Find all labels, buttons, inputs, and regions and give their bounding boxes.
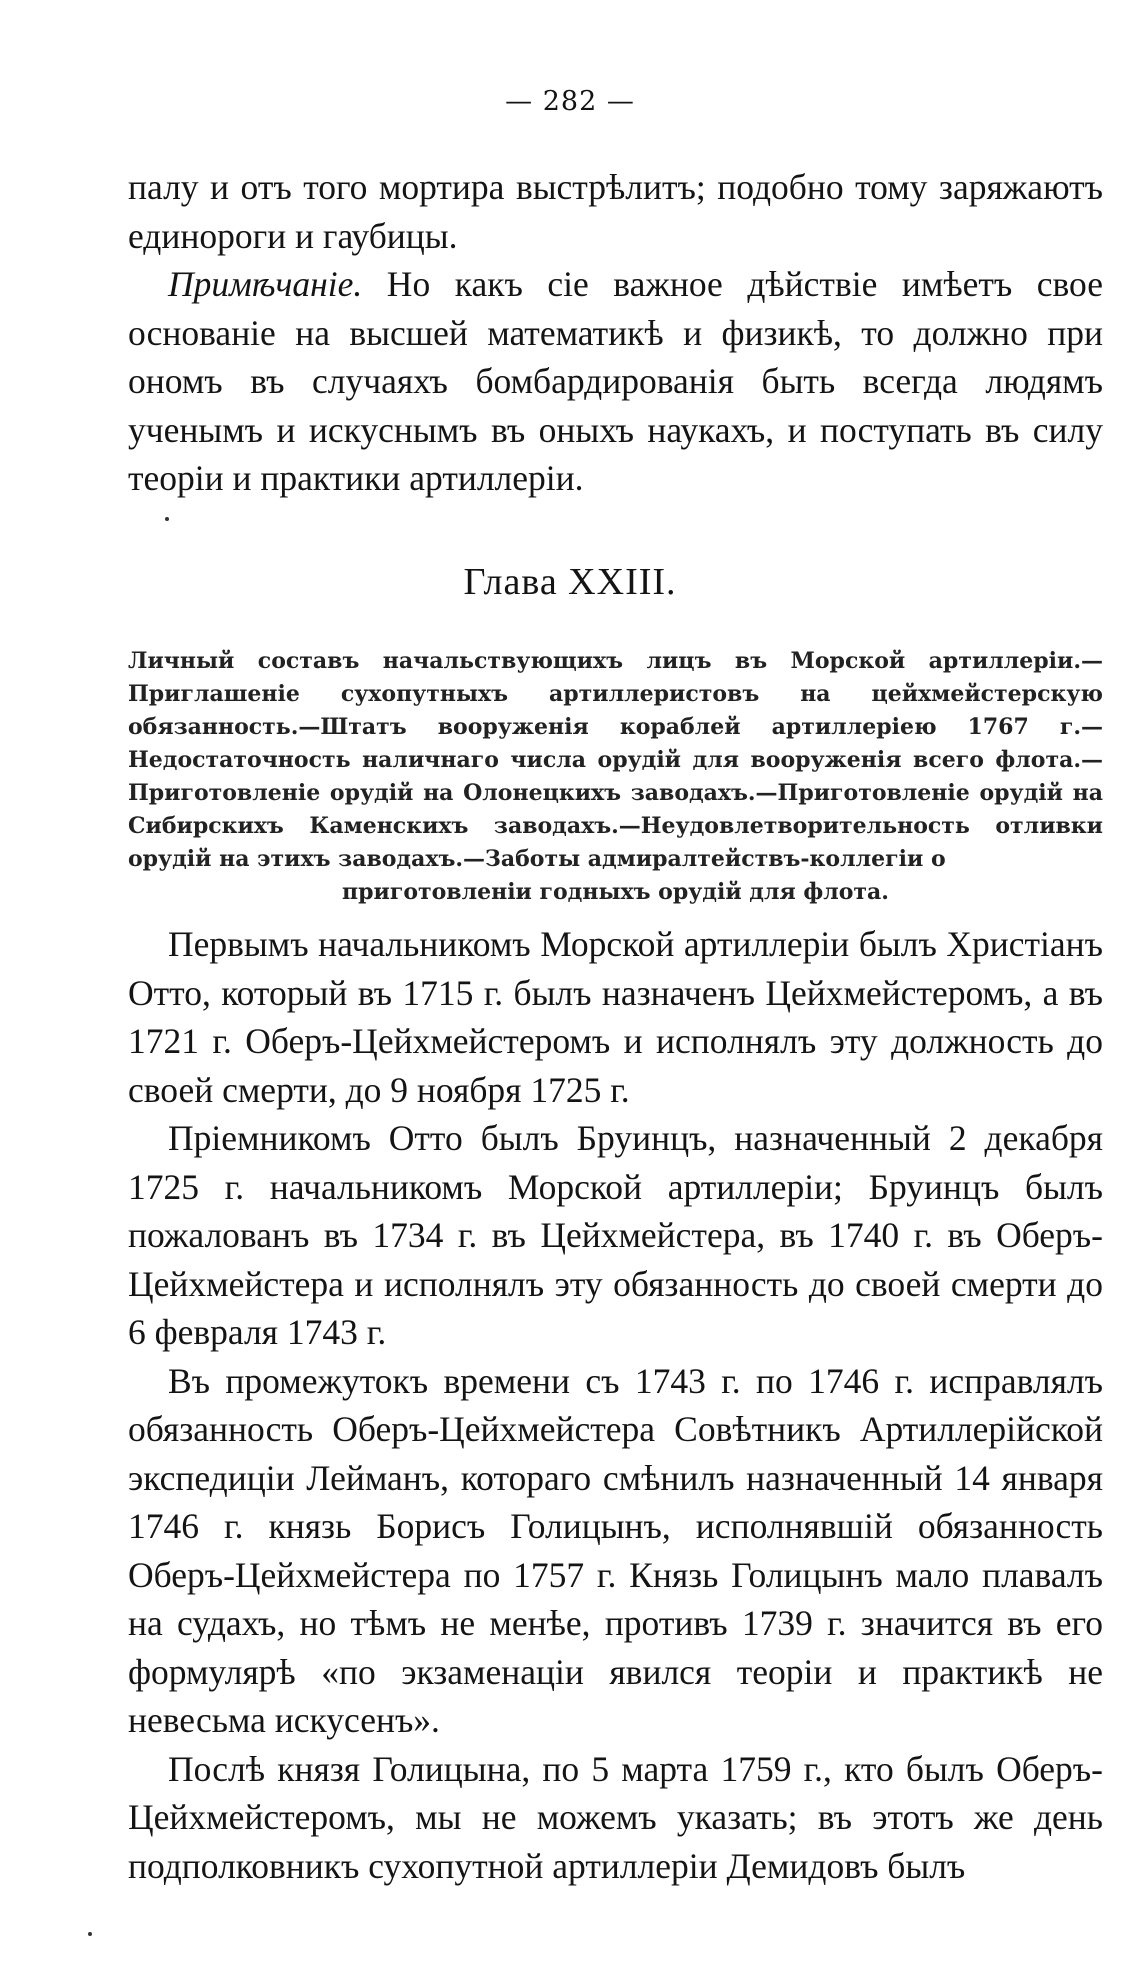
chapter-summary-last-line: приготовленіи годныхъ орудій для флота. [342, 879, 889, 905]
note-text: Но какъ сіе важное дѣйствіе имѣетъ свое основаніе на высшей математикѣ и физикѣ, то должно при ономъ въ случаяхъ бомбардированія быть всегда людямъ ученымъ и искуснымъ въ оныхъ наукахъ, и поступать въ силу теоріи и практики артиллеріи. [128, 264, 1103, 498]
chapter-summary [128, 645, 1103, 909]
page-number: — 282 — [505, 86, 635, 117]
ink-speck [165, 517, 169, 521]
top-text-block [128, 163, 1103, 503]
main-paragraph-1: Первымъ начальникомъ Морской артиллеріи былъ Христіанъ Отто, который въ 1715 г. былъ назначенъ Цейхмейстеромъ, а въ 1721 г. Оберъ-Цейхмейстеромъ и исполнялъ эту должность до своей смерти, до 9 ноября 1725 г. [128, 924, 1103, 1110]
note-label: Примѣчаніе. [168, 264, 363, 304]
main-paragraph-2: Пріемникомъ Отто былъ Бруинцъ, назначенный 2 декабря 1725 г. начальникомъ Морской артиллеріи; Бруинцъ былъ пожалованъ въ 1734 г. въ Цейхмейстера, въ 1740 г. въ Оберъ-Цейхмейстера и исполнялъ эту обязанность до своей смерти до 6 февраля 1743 г. [128, 1118, 1103, 1352]
main-paragraph-3: Въ промежутокъ времени съ 1743 г. по 1746 г. исправлялъ обязанность Оберъ-Цейхмейстера Совѣтникъ Артиллерійской экспедиціи Лейманъ, котораго смѣнилъ назначенный 14 января 1746 г. князь Борисъ Голицынъ, исполнявшій обязанность Оберъ-Цейхмейстера по 1757 г. Князь Голицынъ мало плавалъ на судахъ, но тѣмъ не менѣе, противъ 1739 г. значится въ его формулярѣ «по экзаменаціи явился теоріи и практикѣ не невесьма искусенъ». [128, 1360, 1103, 1740]
paragraph-continuation: палу и отъ того мортира выстрѣлитъ; подобно тому заряжаютъ единороги и гаубицы. [128, 167, 1103, 256]
main-paragraph-4: Послѣ князя Голицына, по 5 марта 1759 г., кто былъ Оберъ-Цейхмейстеромъ, мы не можемъ указать; въ этотъ же день подполковникъ сухопутной артиллеріи Демидовъ былъ [128, 1748, 1103, 1886]
ink-speck [88, 1932, 92, 1936]
chapter-summary-body: Личный составъ начальствующихъ лицъ въ Морской артиллеріи.—Приглашеніе сухопутныхъ артиллеристовъ на цейхмейстерскую обязанность.—Штатъ вооруженія кораблей артиллеріею 1767 г.—Недостаточность наличнаго числа орудій для вооруженія всего флота.—Приготовленіе орудій на Олонецкихъ заводахъ.—Приготовленіе орудій на Сибирскихъ Каменскихъ заводахъ.—Неудовлетворительность отливки орудій на этихъ заводахъ.—Заботы адмиралтействъ-коллегіи о [128, 648, 1103, 872]
note-paragraph [128, 260, 1103, 503]
main-text-block [128, 920, 1103, 1890]
chapter-title: Глава XXIII. [463, 561, 677, 603]
